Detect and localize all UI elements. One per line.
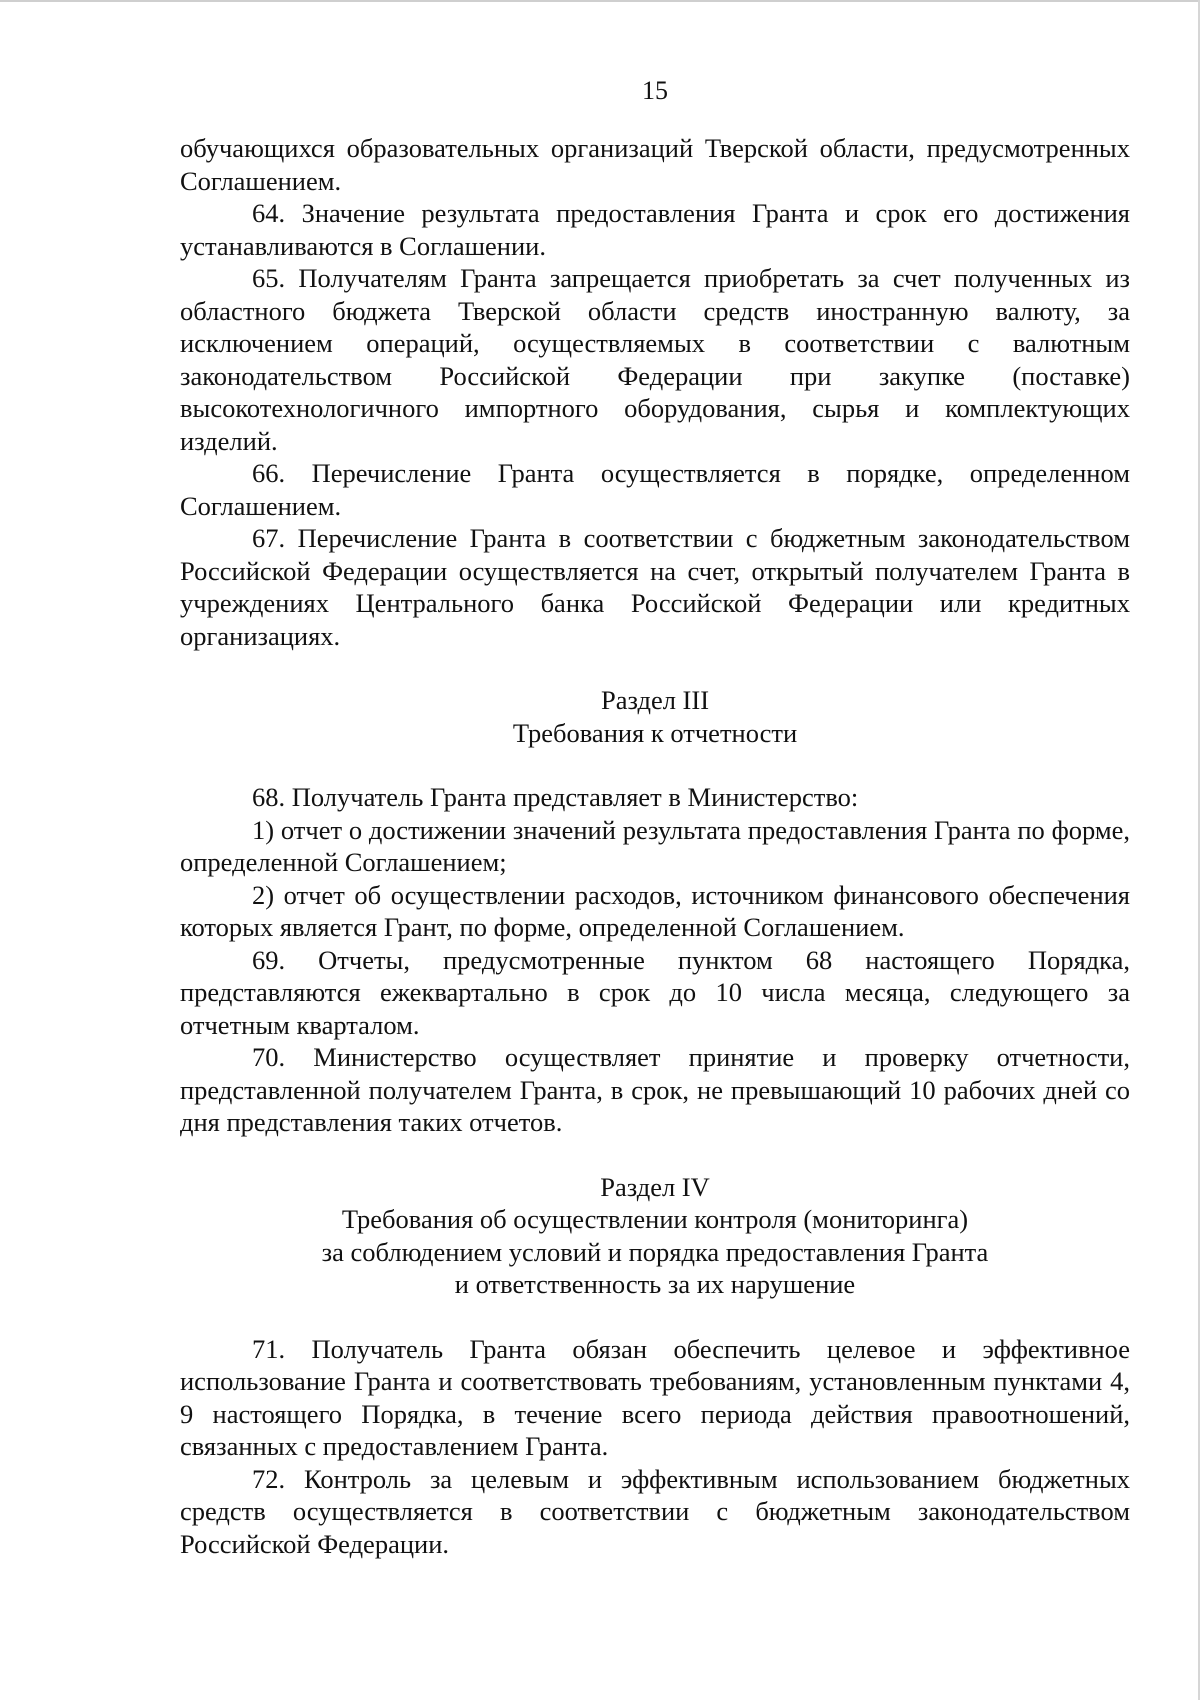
section-3-header	[180, 684, 1130, 749]
section-4-title-line: и ответственность за их нарушение	[454, 1269, 856, 1299]
paragraph-67: 67. Перечисление Гранта в соответствии с бюджетным законодательством Российской Федерации осуществляется на счет, открытый получателем Гранта в учреждениях Центрального банка Российской Федерации или кредитных организациях.	[180, 523, 1130, 651]
section-4-body	[180, 1333, 1130, 1561]
paragraph-69: 69. Отчеты, предусмотренные пунктом 68 настоящего Порядка, представляются ежеквартально в срок до 10 числа месяца, следующего за отчетным кварталом.	[180, 944, 1130, 1040]
paragraph-continuation: обучающихся образовательных организаций Тверской области, предусмотренных Соглашением.	[180, 133, 1130, 196]
paragraph-66: 66. Перечисление Гранта осуществляется в порядке, определенном Соглашением.	[180, 458, 1130, 521]
section-4-header	[180, 1171, 1130, 1301]
section-4-label: Раздел IV	[600, 1171, 710, 1202]
paragraph-70: 70. Министерство осуществляет принятие и проверку отчетности, представленной получателем Гранта, в срок, не превышающий 10 рабочих дней со дня представления таких отчетов.	[180, 1042, 1130, 1137]
paragraph-65: 65. Получателям Гранта запрещается приобретать за счет полученных из областного бюджета Тверской области средств иностранную валюту, за исключением операций, осуществляемых в соответствии с валютным законодательством Российской Федерации при закупке (поставке) высокотехнологичного импортного оборудования, сырья и комплектующих изделий.	[180, 263, 1130, 456]
paragraph-71: 71. Получатель Гранта обязан обеспечить целевое и эффективное использование Гранта и соответствовать требованиям, установленным пунктами 4, 9 настоящего Порядка, в течение всего периода действия правоотношений, связанных с предоставлением Гранта.	[180, 1333, 1130, 1461]
paragraph-68-item-1: 1) отчет о достижении значений результата предоставления Гранта по форме, определенной Соглашением;	[180, 814, 1130, 877]
section-3-title: Требования к отчетности	[512, 717, 798, 748]
paragraph-64: 64. Значение результата предоставления Гранта и срок его достижения устанавливаются в Соглашении.	[180, 198, 1130, 261]
section-4-title-line: за соблюдением условий и порядка предоставления Гранта	[321, 1236, 989, 1267]
scan-edge-top	[0, 0, 1200, 2]
section-3-body	[180, 781, 1130, 1139]
paragraph-68-item-2: 2) отчет об осуществлении расходов, источником финансового обеспечения которых является Грант, по форме, определенной Соглашением.	[180, 879, 1130, 942]
section-3-label: Раздел III	[600, 685, 710, 715]
paragraph-68: 68. Получатель Гранта представляет в Министерство:	[252, 782, 859, 812]
section-4-title-line: Требования об осуществлении контроля (мониторинга)	[341, 1204, 969, 1234]
paragraph-72: 72. Контроль за целевым и эффективным использованием бюджетных средств осуществляется в соответствии с бюджетным законодательством Российской Федерации.	[180, 1463, 1130, 1559]
document-body	[180, 132, 1130, 1560]
page-number: 15	[642, 76, 668, 105]
